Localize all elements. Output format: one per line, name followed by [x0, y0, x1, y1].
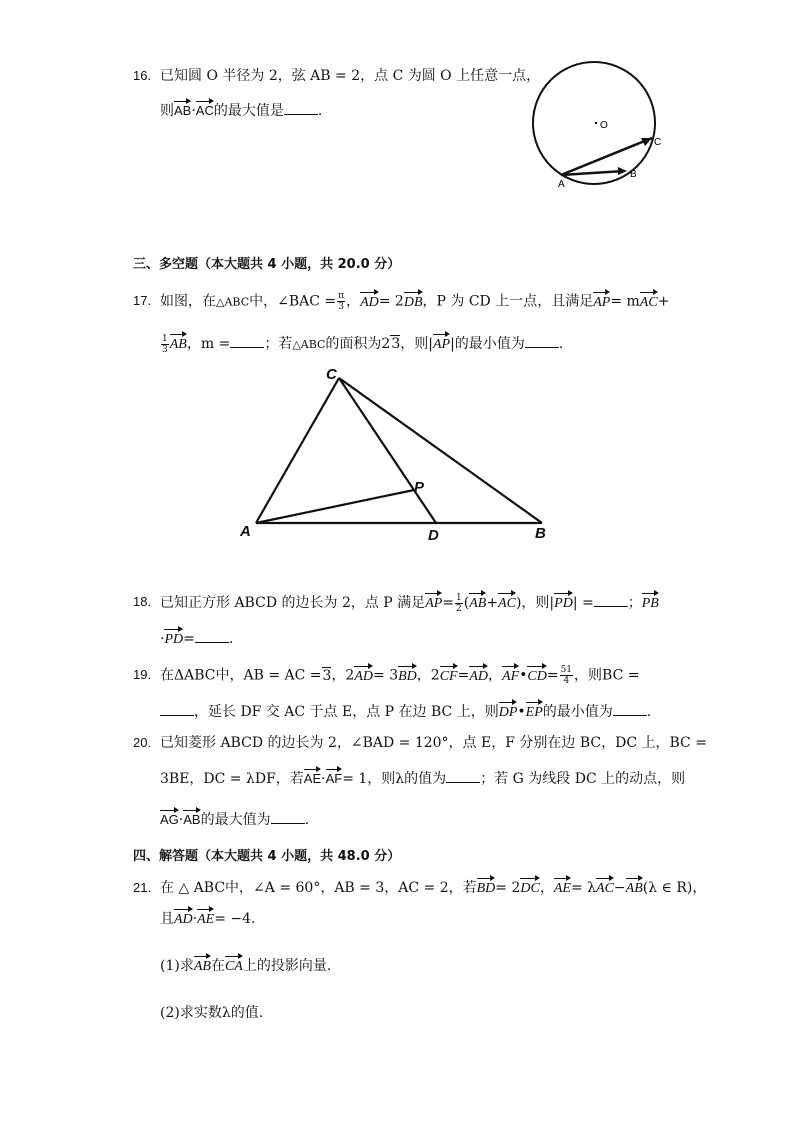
- vector-ac: AC: [196, 101, 214, 121]
- segment-ap: [256, 490, 414, 523]
- circle-o: [533, 62, 655, 184]
- q20-line2: 3BE，DC = λDF，若AE·AF= 1，则λ的值为 ；若 G 为线段 DC 上的动点，则: [160, 768, 685, 789]
- q21-line1: 在 △ ABC中，∠A = 60°，AB = 3，AC = 2，若BD= 2DC，AE= λAC−AB(λ ∈ R)，: [160, 878, 706, 899]
- vector-ab: AB: [174, 101, 191, 121]
- q16-line2: 则AB·AC的最大值是 .: [160, 100, 322, 121]
- q17-line1: 如图，在△ABC中，∠BAC = $\frac{\pi}{3}$ ，AD= 2DB，P 为 CD 上一点，且满足AP= mAC+: [160, 291, 670, 312]
- segment-cd: [339, 378, 436, 523]
- answer-blank: [613, 701, 647, 716]
- q16-circle-figure: [526, 60, 666, 195]
- label-a: A: [240, 523, 251, 540]
- q20-line3: AG·AB的最大值为 .: [160, 809, 309, 830]
- q19-line1: 在ΔABC中，AB = AC =3，2AD= 3BD，2CF=AD，AF•CD= $\frac{51}{4}$ ，则BC =: [160, 665, 640, 686]
- side-ac: [256, 378, 339, 523]
- q18-line2: ·PD= .: [160, 628, 233, 650]
- section-3-heading: 三、多空题（本大题共 4 小题，共 20.0 分）: [133, 257, 401, 272]
- answer-blank: [160, 701, 194, 716]
- label-c: C: [326, 366, 337, 383]
- label-d: D: [428, 527, 439, 544]
- answer-blank: [594, 592, 628, 607]
- q21-number: 21.: [133, 880, 152, 895]
- label-b: B: [630, 169, 637, 180]
- q18-line1: 已知正方形 ABCD 的边长为 2，点 P 满足AP= $\frac{1}{2}$ (AB+AC)，则|PD| = ；PB: [160, 592, 659, 614]
- label-c: C: [654, 137, 662, 148]
- q17-number: 17.: [133, 293, 152, 308]
- segment-ac: [561, 138, 652, 175]
- label-b: B: [535, 525, 546, 542]
- q17-line2: $\frac{1}{3}$ AB，m = ；若△ABC的面积为23，则|AP|的最小值为 .: [162, 333, 564, 355]
- q17-triangle-figure: [236, 358, 566, 548]
- q19-line2: ，延长 DF 交 AC 于点 E，点 P 在边 BC 上，则DP•EP的最小值为 .: [160, 701, 651, 723]
- q19-number: 19.: [133, 667, 152, 682]
- answer-blank: [195, 628, 229, 643]
- answer-blank: [230, 333, 264, 348]
- label-p: P: [414, 479, 425, 496]
- answer-blank: [271, 809, 305, 824]
- q21-line2: 且AD·AE= −4.: [160, 909, 256, 930]
- q21-part2: (2)求实数λ的值.: [160, 1005, 264, 1021]
- q20-line1: 已知菱形 ABCD 的边长为 2，∠BAD = 120°，点 E，F 分别在边 BC，DC 上，BC =: [160, 735, 707, 751]
- q16-line1: 已知圆 O 半径为 2，弦 AB = 2，点 C 为圆 O 上任意一点，: [160, 68, 541, 84]
- label-a: A: [558, 179, 565, 190]
- answer-blank: [446, 768, 480, 783]
- q20-number: 20.: [133, 735, 152, 750]
- side-cb: [339, 378, 542, 523]
- label-o: O: [600, 120, 608, 131]
- q16-number: 16.: [133, 68, 152, 83]
- center-o: [595, 122, 597, 124]
- answer-blank: [284, 100, 318, 115]
- q18-number: 18.: [133, 594, 152, 609]
- arrow-b: [618, 167, 627, 175]
- section-4-heading: 四、解答题（本大题共 4 小题，共 48.0 分）: [133, 849, 401, 864]
- q21-part1: (1)求AB在CA上的投影向量.: [160, 956, 331, 977]
- answer-blank: [525, 333, 559, 348]
